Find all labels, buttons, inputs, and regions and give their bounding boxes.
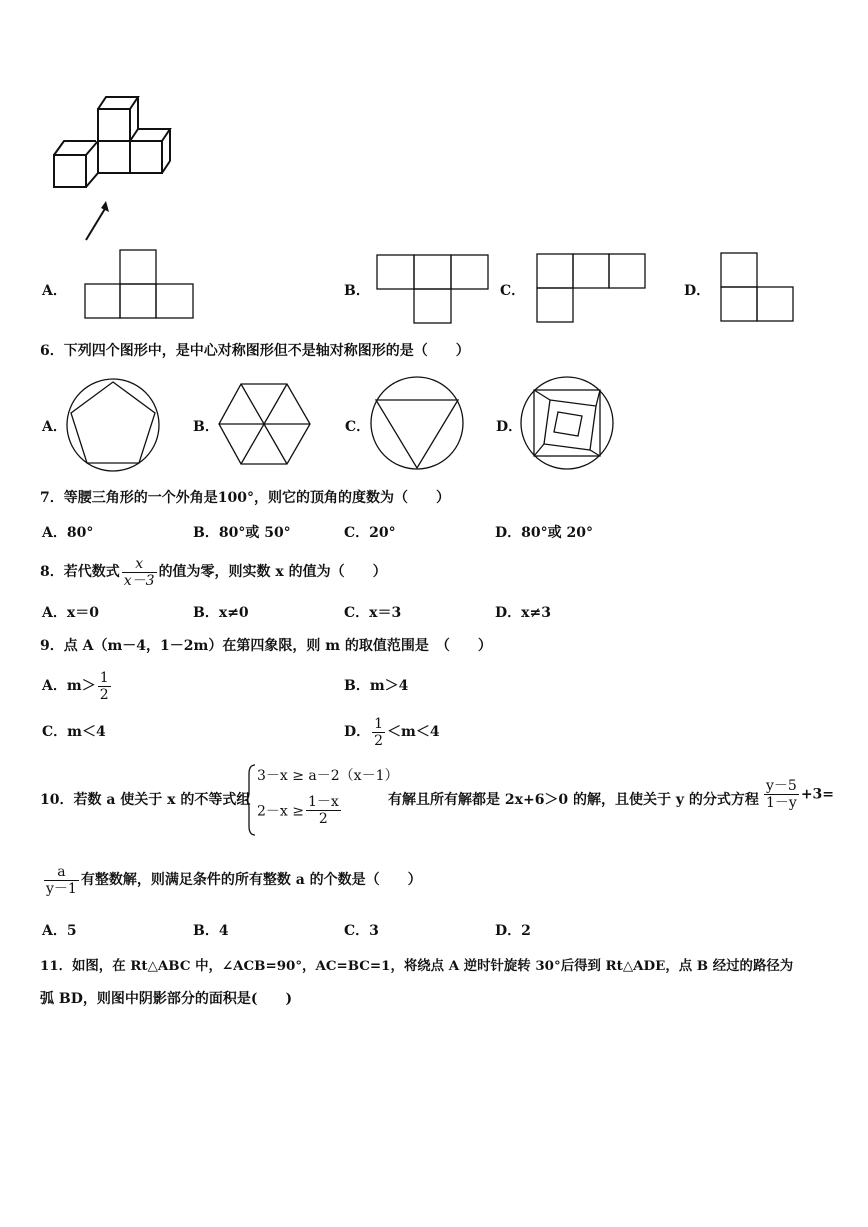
q10-line2-text: 有整数解，则满足条件的所有整数 a 的个数是（ ） <box>80 872 422 888</box>
q10-option-c-text: 3 <box>369 923 379 939</box>
q6-question-text: 6．下列四个图形中，是中心对称图形但不是轴对称图形的是（ ） <box>40 343 470 359</box>
cube-stack-figure <box>50 95 180 245</box>
q8-option-a-letter: A． <box>42 605 67 621</box>
q8-option-b-letter: B． <box>193 605 219 621</box>
q9-option-b <box>344 676 408 696</box>
q10-prefix: 10．若数 a 使关于 x 的不等式组 <box>40 792 251 808</box>
q8-option-b-text: x≠0 <box>218 605 249 621</box>
q9-option-d-denominator: 2 <box>374 732 384 749</box>
q11-line-1: 11．如图，在 Rt△ABC 中，∠ACB=90°，AC=BC=1，将绕点 A 逆时针旋转 30°后得到 Rt△ADE，点 B 经过的路径为 <box>40 958 794 974</box>
q8-option-a-text: x＝0 <box>66 605 99 621</box>
q7-option-c-text: 20° <box>369 525 396 541</box>
q9-question-text: 9．点 A（m－4，1－2m）在第四象限，则 m 的取值范围是 （ ） <box>40 638 492 654</box>
q9-option-a-letter: A． <box>42 678 67 694</box>
q7-question-text: 7．等腰三角形的一个外角是100°，则它的顶角的度数为（ ） <box>40 490 450 506</box>
q10-equation-fraction <box>762 778 834 811</box>
q8-option-c-text: x＝3 <box>369 605 402 621</box>
q7-option-b <box>193 523 291 543</box>
q10-eq-fraction <box>764 778 799 811</box>
q10-option-b <box>193 921 229 941</box>
q5-option-a-label: A． <box>42 283 67 299</box>
q10-inequality-2-left: 2－x ≥ <box>257 803 304 820</box>
q9-option-d-fraction <box>372 716 385 749</box>
q9-option-a-denominator: 2 <box>99 686 109 703</box>
q10-line2-numerator: a <box>57 863 66 880</box>
q10-ineq2-denominator: 2 <box>306 810 341 827</box>
q9-option-b-text: m＞4 <box>369 678 409 694</box>
q8-option-d-text: x≠3 <box>521 605 551 621</box>
q8-prefix: 8．若代数式 <box>40 564 120 580</box>
q8-option-b <box>193 603 249 623</box>
q11-line-2: 弧 BD，则图中阴影部分的面积是( ) <box>40 991 293 1007</box>
q9-option-c-letter: C． <box>42 724 68 740</box>
q8-option-c-letter: C． <box>344 605 370 621</box>
q10-option-d <box>495 921 531 941</box>
q6-option-c-triangle-in-circle <box>370 376 466 472</box>
q9-option-d-numerator: 1 <box>374 715 384 732</box>
q9-option-d-letter: D． <box>344 724 371 740</box>
q7-option-a-letter: A． <box>42 525 67 541</box>
q8-option-d-letter: D． <box>495 605 522 621</box>
q6-option-a-label: A． <box>42 419 67 435</box>
q7-option-d <box>495 523 593 543</box>
q6-option-d-squares-in-circle <box>520 376 616 472</box>
q8-option-d <box>495 603 551 623</box>
q10-middle-text: 有解且所有解都是 2x+6＞0 的解，且使关于 y 的分式方程 <box>388 792 759 808</box>
q10-option-c-letter: C． <box>344 923 370 939</box>
q5-option-c-figure <box>536 253 648 325</box>
q9-option-c-text: m＜4 <box>67 724 106 740</box>
q9-option-a-fraction <box>98 670 111 703</box>
q5-option-b-label: B． <box>344 283 370 299</box>
q10-inequality-1: 3－x ≥ a－2（x－1） <box>257 768 399 784</box>
q10-line2-fraction <box>44 864 79 897</box>
q8-fraction-denominator: x－3 <box>123 572 155 589</box>
q9-option-d <box>344 710 440 754</box>
q7-option-c <box>344 523 396 543</box>
q9-option-a-pre: m＞ <box>66 678 96 694</box>
q10-line-2 <box>42 858 422 902</box>
q10-option-a <box>42 921 77 941</box>
q10-option-d-text: 2 <box>521 923 531 939</box>
q7-option-a-text: 80° <box>66 525 94 541</box>
q5-option-d-figure <box>720 252 798 324</box>
q10-eq-numerator: y－5 <box>766 778 797 794</box>
q10-eq-tail: +3= <box>800 786 835 803</box>
q9-option-b-letter: B． <box>344 678 370 694</box>
q7-option-d-text: 80°或 20° <box>521 525 593 541</box>
q8-question <box>40 550 387 594</box>
q10-option-b-letter: B． <box>193 923 219 939</box>
q7-option-b-letter: B． <box>193 525 219 541</box>
q10-left-brace <box>245 764 257 836</box>
q10-option-a-text: 5 <box>66 923 77 939</box>
q10-eq-denominator: 1－y <box>766 795 797 811</box>
q9-option-d-post: ＜m＜4 <box>387 724 440 740</box>
q10-line2-denominator: y－1 <box>46 880 77 897</box>
q8-fraction-numerator: x <box>135 555 144 572</box>
q10-option-b-text: 4 <box>218 923 229 939</box>
q10-option-a-letter: A． <box>42 923 67 939</box>
q7-option-a <box>42 523 93 543</box>
q6-option-b-hexagon <box>218 382 312 468</box>
q8-fraction <box>122 556 157 589</box>
q10-inequality-2 <box>257 794 343 827</box>
q9-option-a-numerator: 1 <box>99 669 109 686</box>
q8-suffix: 的值为零，则实数 x 的值为（ ） <box>158 564 387 580</box>
q5-option-c-label: C． <box>500 283 526 299</box>
q10-inequality-2-fraction <box>306 794 341 827</box>
q9-option-c <box>42 722 106 742</box>
q10-option-c <box>344 921 379 941</box>
q5-option-d-label: D． <box>684 283 711 299</box>
q6-option-a-pentagon-in-circle <box>66 378 162 474</box>
q10-option-d-letter: D． <box>495 923 522 939</box>
q5-option-b-figure <box>376 254 490 326</box>
q7-option-b-text: 80°或 50° <box>218 525 291 541</box>
q8-option-c <box>344 603 401 623</box>
q8-option-a <box>42 603 99 623</box>
q7-option-c-letter: C． <box>344 525 370 541</box>
q5-option-a-figure <box>84 249 196 321</box>
q9-option-a <box>42 664 113 708</box>
q10-ineq2-numerator: 1－x <box>307 794 339 810</box>
q6-option-b-label: B． <box>193 419 219 435</box>
q6-option-c-label: C． <box>345 419 371 435</box>
q6-option-d-label: D． <box>496 419 523 435</box>
q7-option-d-letter: D． <box>495 525 522 541</box>
